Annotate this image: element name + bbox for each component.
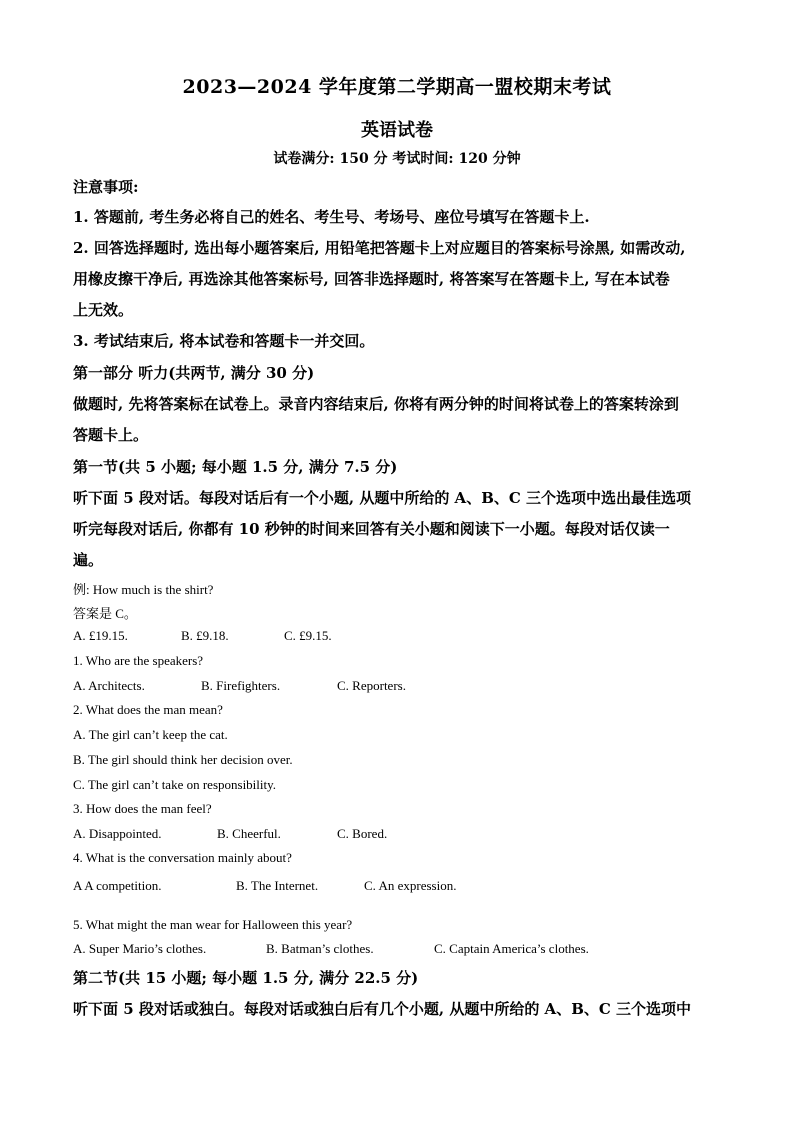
note-2-line-3: 上无效。 (73, 301, 134, 319)
question-2: 2. What does the man mean? (73, 702, 223, 717)
example-option-a: A. £19.15. (73, 628, 128, 643)
note-1: 1. 答题前, 考生务必将自己的姓名、考生号、考场号、座位号填写在答题卡上. (73, 208, 590, 226)
exam-subtitle: 英语试卷 (361, 120, 433, 141)
question-5-option-b: B. Batman’s clothes. (266, 941, 374, 956)
example-option-c: C. £9.15. (284, 628, 332, 643)
question-4: 4. What is the conversation mainly about? (73, 850, 292, 865)
question-1: 1. Who are the speakers? (73, 653, 204, 668)
question-1-option-c: C. Reporters. (337, 678, 406, 693)
exam-title: 2023—2024 学年度第二学期高一盟校期末考试 (182, 76, 612, 98)
example-option-b: B. £9.18. (181, 628, 229, 643)
section2-heading: 第二节(共 15 小题; 每小题 1.5 分, 满分 22.5 分) (73, 969, 419, 987)
question-3-option-b: B. Cheerful. (217, 826, 281, 841)
part1-instruction-line-1: 做题时, 先将答案标在试卷上。录音内容结束后, 你将有两分钟的时间将试卷上的答案转涂到 (73, 395, 679, 413)
note-2-line-1: 2. 回答选择题时, 选出每小题答案后, 用铅笔把答题卡上对应题目的答案标号涂黑, 如需改动, (73, 239, 686, 257)
note-2-line-2: 用橡皮擦干净后, 再选涂其他答案标号, 回答非选择题时, 将答案写在答题卡上, 写在本试卷 (73, 270, 670, 288)
question-5-option-c: C. Captain America’s clothes. (434, 941, 589, 956)
section1-instruction-line-2: 听完每段对话后, 你都有 10 秒钟的时间来回答有关小题和阅读下一小题。每段对话仅读一 (73, 520, 670, 538)
question-2-option-b: B. The girl should think her decision over. (73, 752, 293, 767)
section2-instruction-line-1: 听下面 5 段对话或独白。每段对话或独白后有几个小题, 从题中所给的 A、B、C 三个选项中 (73, 1000, 692, 1018)
question-2-option-a: A. The girl can’t keep the cat. (73, 727, 228, 742)
section1-heading: 第一节(共 5 小题; 每小题 1.5 分, 满分 7.5 分) (73, 458, 398, 476)
question-3-option-c: C. Bored. (337, 826, 388, 841)
question-4-option-a: A A competition. (73, 878, 162, 893)
question-4-option-c: C. An expression. (364, 878, 457, 893)
part1-heading: 第一部分 听力(共两节, 满分 30 分) (73, 364, 315, 382)
example-answer: 答案是 C。 (73, 606, 137, 621)
section1-instruction-line-1: 听下面 5 段对话。每段对话后有一个小题, 从题中所给的 A、B、C 三个选项中选出最佳选项 (73, 489, 692, 507)
note-3: 3. 考试结束后, 将本试卷和答题卡一并交回。 (73, 332, 375, 350)
notes-heading: 注意事项: (73, 178, 139, 196)
question-3: 3. How does the man feel? (73, 801, 212, 816)
question-1-option-a: A. Architects. (73, 678, 145, 693)
question-4-option-b: B. The Internet. (236, 878, 319, 893)
question-2-option-c: C. The girl can’t take on responsibility. (73, 777, 277, 792)
section1-instruction-line-3: 遍。 (73, 551, 104, 569)
question-5-option-a: A. Super Mario’s clothes. (73, 941, 207, 956)
part1-instruction-line-2: 答题卡上。 (73, 426, 149, 444)
example-question: 例: How much is the shirt? (73, 582, 214, 597)
question-1-option-b: B. Firefighters. (201, 678, 281, 693)
question-5: 5. What might the man wear for Halloween this year? (73, 917, 353, 932)
exam-meta: 试卷满分: 150 分 考试时间: 120 分钟 (273, 151, 521, 167)
question-3-option-a: A. Disappointed. (73, 826, 162, 841)
